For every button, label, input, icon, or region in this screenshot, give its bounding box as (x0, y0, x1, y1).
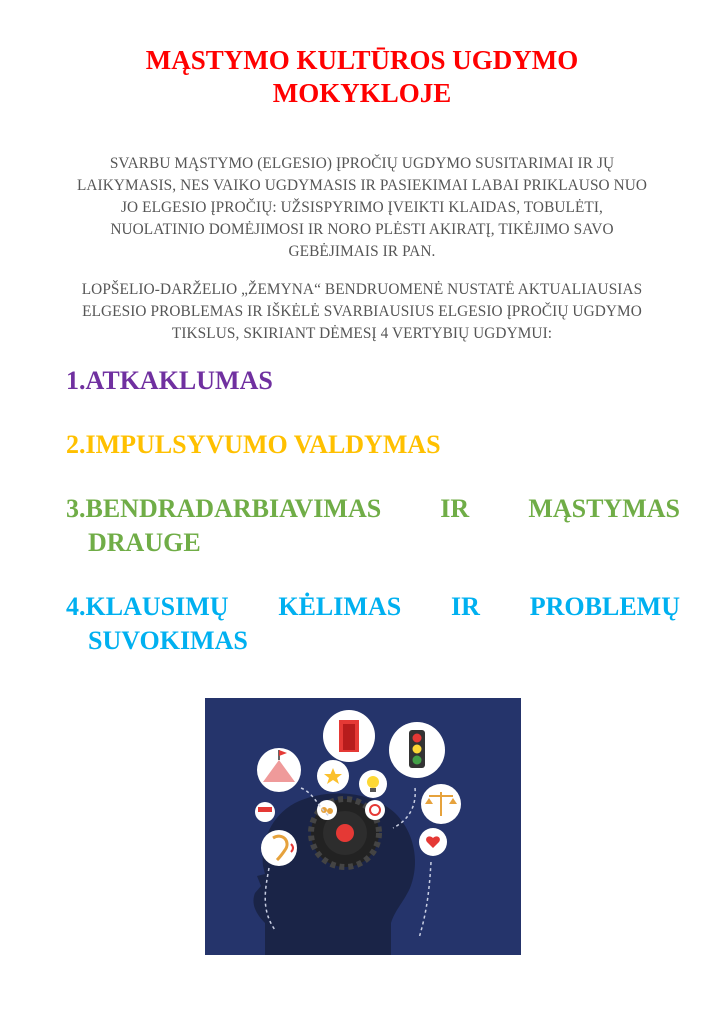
lightbulb-icon (359, 770, 387, 798)
value-item-line (66, 492, 680, 526)
community-paragraph (38, 279, 686, 345)
scales-icon (421, 784, 461, 824)
value-item-collaboration (66, 492, 680, 560)
intro-line: JO ELGESIO ĮPROČIŲ: UŽSISPYRIMO ĮVEIKTI KLAIDAS, TOBULĖTI, (121, 199, 603, 216)
value-word: IR (440, 494, 470, 523)
value-word: PROBLEMŲ (529, 592, 680, 621)
intro-line: NUOLATINIO DOMĖJIMOSI IR NORO PLĖSTI AKIRATĮ, TIKĖJIMO SAVO (110, 221, 614, 238)
mountain-flag-icon (257, 748, 301, 792)
value-word: 4.KLAUSIMŲ (66, 592, 229, 621)
community-line: ELGESIO PROBLEMAS IR IŠKĖLĖ SVARBIAUSIUS ELGESIO ĮPROČIŲ UGDYMO (82, 303, 642, 320)
page-title-line-2: MOKYKLOJE (272, 78, 452, 108)
value-word: IR (451, 592, 480, 621)
community-line: TIKSLUS, SKIRIANT DĖMESĮ 4 VERTYBIŲ UGDYMUI: (171, 325, 553, 342)
intro-line: SVARBU MĄSTYMO (ELGESIO) ĮPROČIŲ UGDYMO SUSITARIMAI IR JŲ (109, 155, 615, 172)
door-icon (323, 710, 375, 762)
value-item-questioning (66, 590, 680, 658)
heart-icon (419, 828, 447, 856)
intro-paragraph (38, 153, 686, 263)
page-title (40, 44, 684, 110)
value-item-persistence: 1.ATKAKLUMAS (66, 366, 273, 395)
ear-icon (261, 830, 297, 866)
value-word: 3.BENDRADARBIAVIMAS (66, 494, 382, 523)
value-item-line: SUVOKIMAS (88, 626, 248, 655)
traffic-light-icon (389, 722, 445, 778)
value-item-impulse-control: 2.IMPULSYVUMO VALDYMAS (66, 430, 441, 459)
eye-icon (255, 802, 275, 822)
intro-line: LAIKYMASIS, NES VAIKO UGDYMASIS IR PASIEKIMAI LABAI PRIKLAUSO NUO (76, 177, 648, 194)
value-word: MĄSTYMAS (528, 494, 680, 523)
value-item-line: DRAUGE (88, 528, 201, 557)
thinking-head-illustration (205, 698, 521, 955)
value-word: KĖLIMAS (278, 592, 402, 621)
intro-line: GEBĖJIMAIS IR PAN. (288, 243, 436, 260)
value-item-line (66, 590, 680, 624)
page-title-line-1: MĄSTYMO KULTŪROS UGDYMO (145, 45, 579, 75)
target-icon (365, 800, 385, 820)
stars-icon (317, 760, 349, 792)
footprints-icon (317, 800, 337, 820)
values-list (66, 364, 680, 658)
community-line: LOPŠELIO-DARŽELIO „ŽEMYNA“ BENDRUOMENĖ NUSTATĖ AKTUALIAUSIAS (81, 281, 643, 298)
